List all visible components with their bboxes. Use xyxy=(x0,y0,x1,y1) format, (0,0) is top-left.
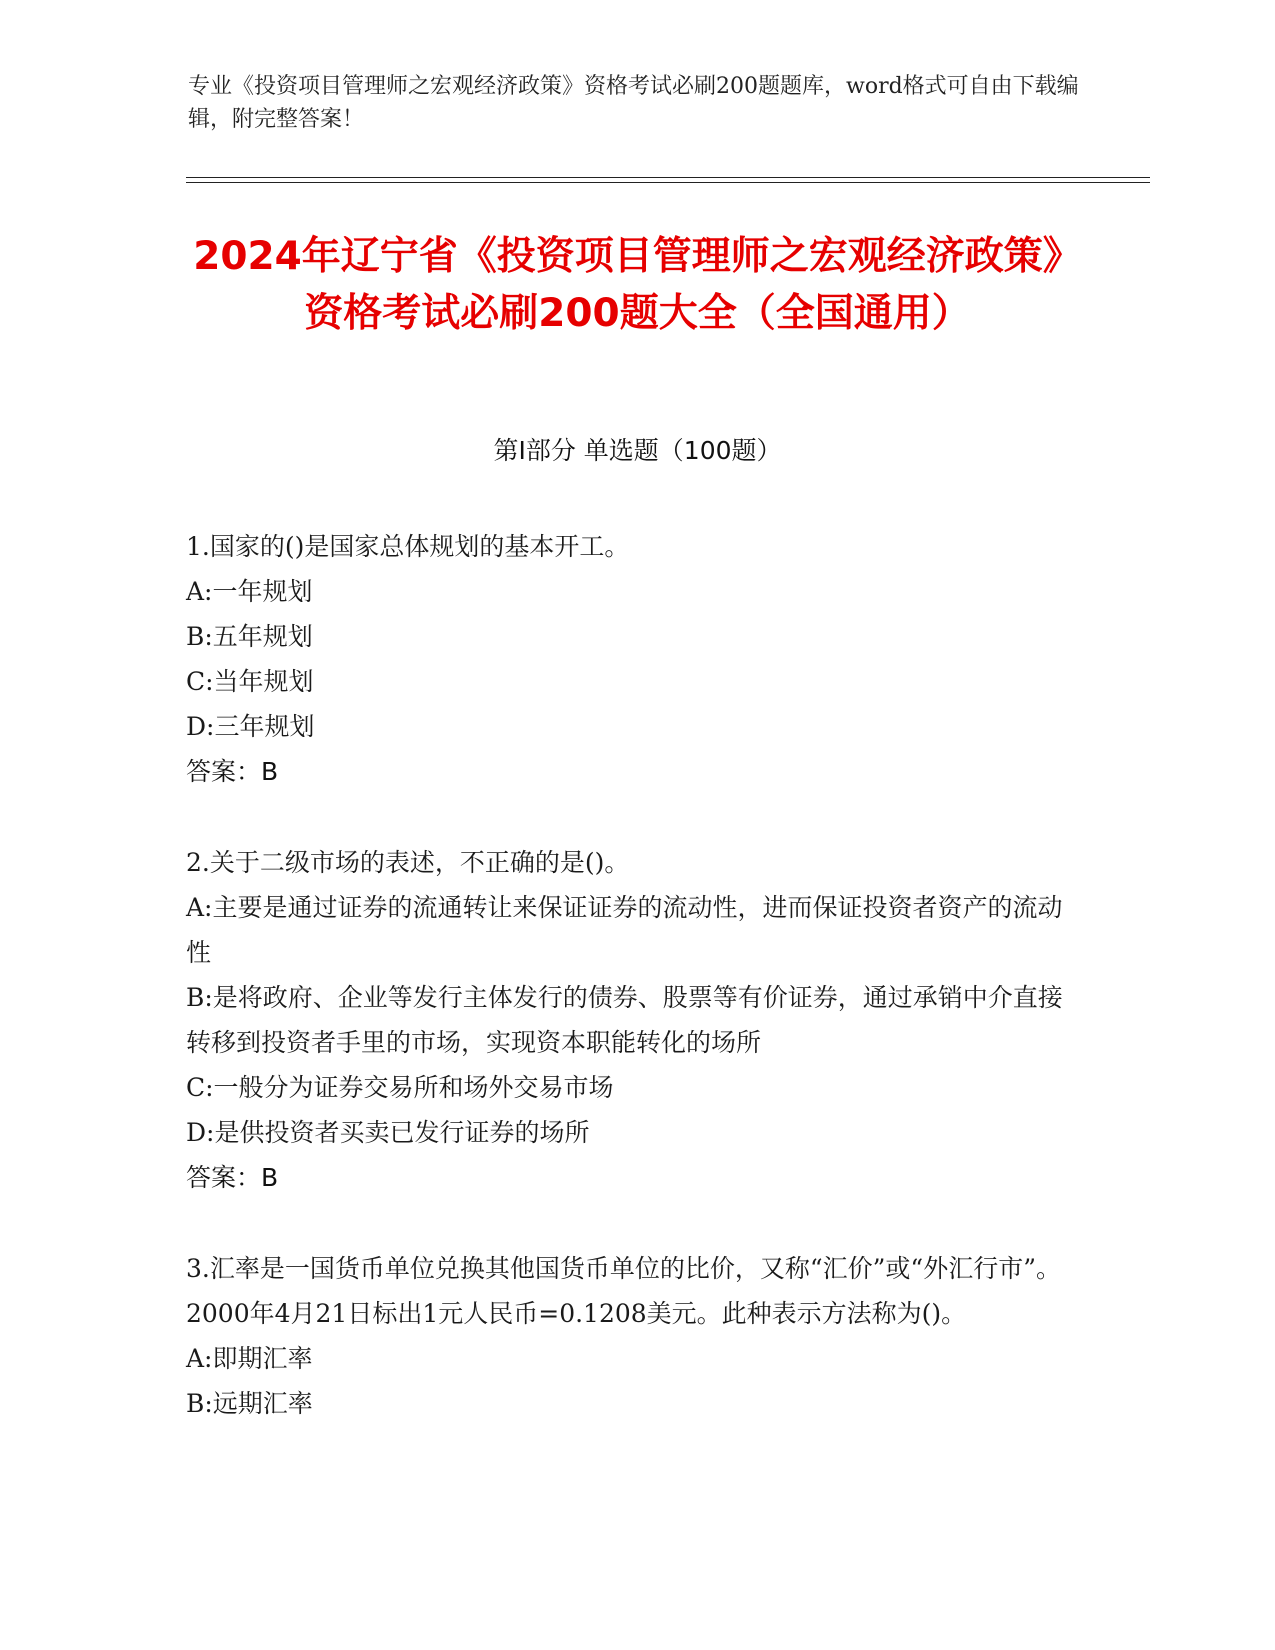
option-d: D:是供投资者买卖已发行证券的场所 xyxy=(186,1118,590,1147)
header-rule-bottom xyxy=(186,182,1150,183)
answer: 答案：B xyxy=(186,757,279,786)
document-title: 2024年辽宁省《投资项目管理师之宏观经济政策》资格考试必刷200题大全（全国通用） xyxy=(193,234,1082,336)
option-d: D:三年规划 xyxy=(186,712,315,741)
question-1 xyxy=(186,524,1066,794)
question-stem: 3.汇率是一国货币单位兑换其他国货币单位的比价，又称“汇价”或“外汇行市”。2000年4月21日标出1元人民币=0.1208美元。此种表示方法称为()。 xyxy=(186,1254,1061,1328)
question-3 xyxy=(186,1246,1066,1426)
option-b: B:远期汇率 xyxy=(186,1389,313,1418)
question-stem: 2.关于二级市场的表述，不正确的是()。 xyxy=(186,848,630,877)
question-stem: 1.国家的()是国家总体规划的基本开工。 xyxy=(186,532,630,561)
option-a: A:即期汇率 xyxy=(186,1344,313,1373)
option-b: B:是将政府、企业等发行主体发行的债券、股票等有价证券，通过承销中介直接转移到投资者手里的市场，实现资本职能转化的场所 xyxy=(186,983,1063,1057)
question-2 xyxy=(186,840,1066,1200)
option-a: A:一年规划 xyxy=(186,577,313,606)
option-c: C:一般分为证券交易所和场外交易市场 xyxy=(186,1073,614,1102)
question-list xyxy=(186,524,1066,1472)
option-b: B:五年规划 xyxy=(186,622,313,651)
document-intro: 专业《投资项目管理师之宏观经济政策》资格考试必刷200题题库，word格式可自由下载编辑，附完整答案！ xyxy=(188,74,1079,132)
answer: 答案：B xyxy=(186,1163,279,1192)
option-a: A:主要是通过证券的流通转让来保证证券的流动性，进而保证投资者资产的流动性 xyxy=(186,893,1063,967)
header-rule-top xyxy=(186,177,1150,178)
option-c: C:当年规划 xyxy=(186,667,314,696)
section-heading: 第I部分 单选题（100题） xyxy=(493,436,782,465)
